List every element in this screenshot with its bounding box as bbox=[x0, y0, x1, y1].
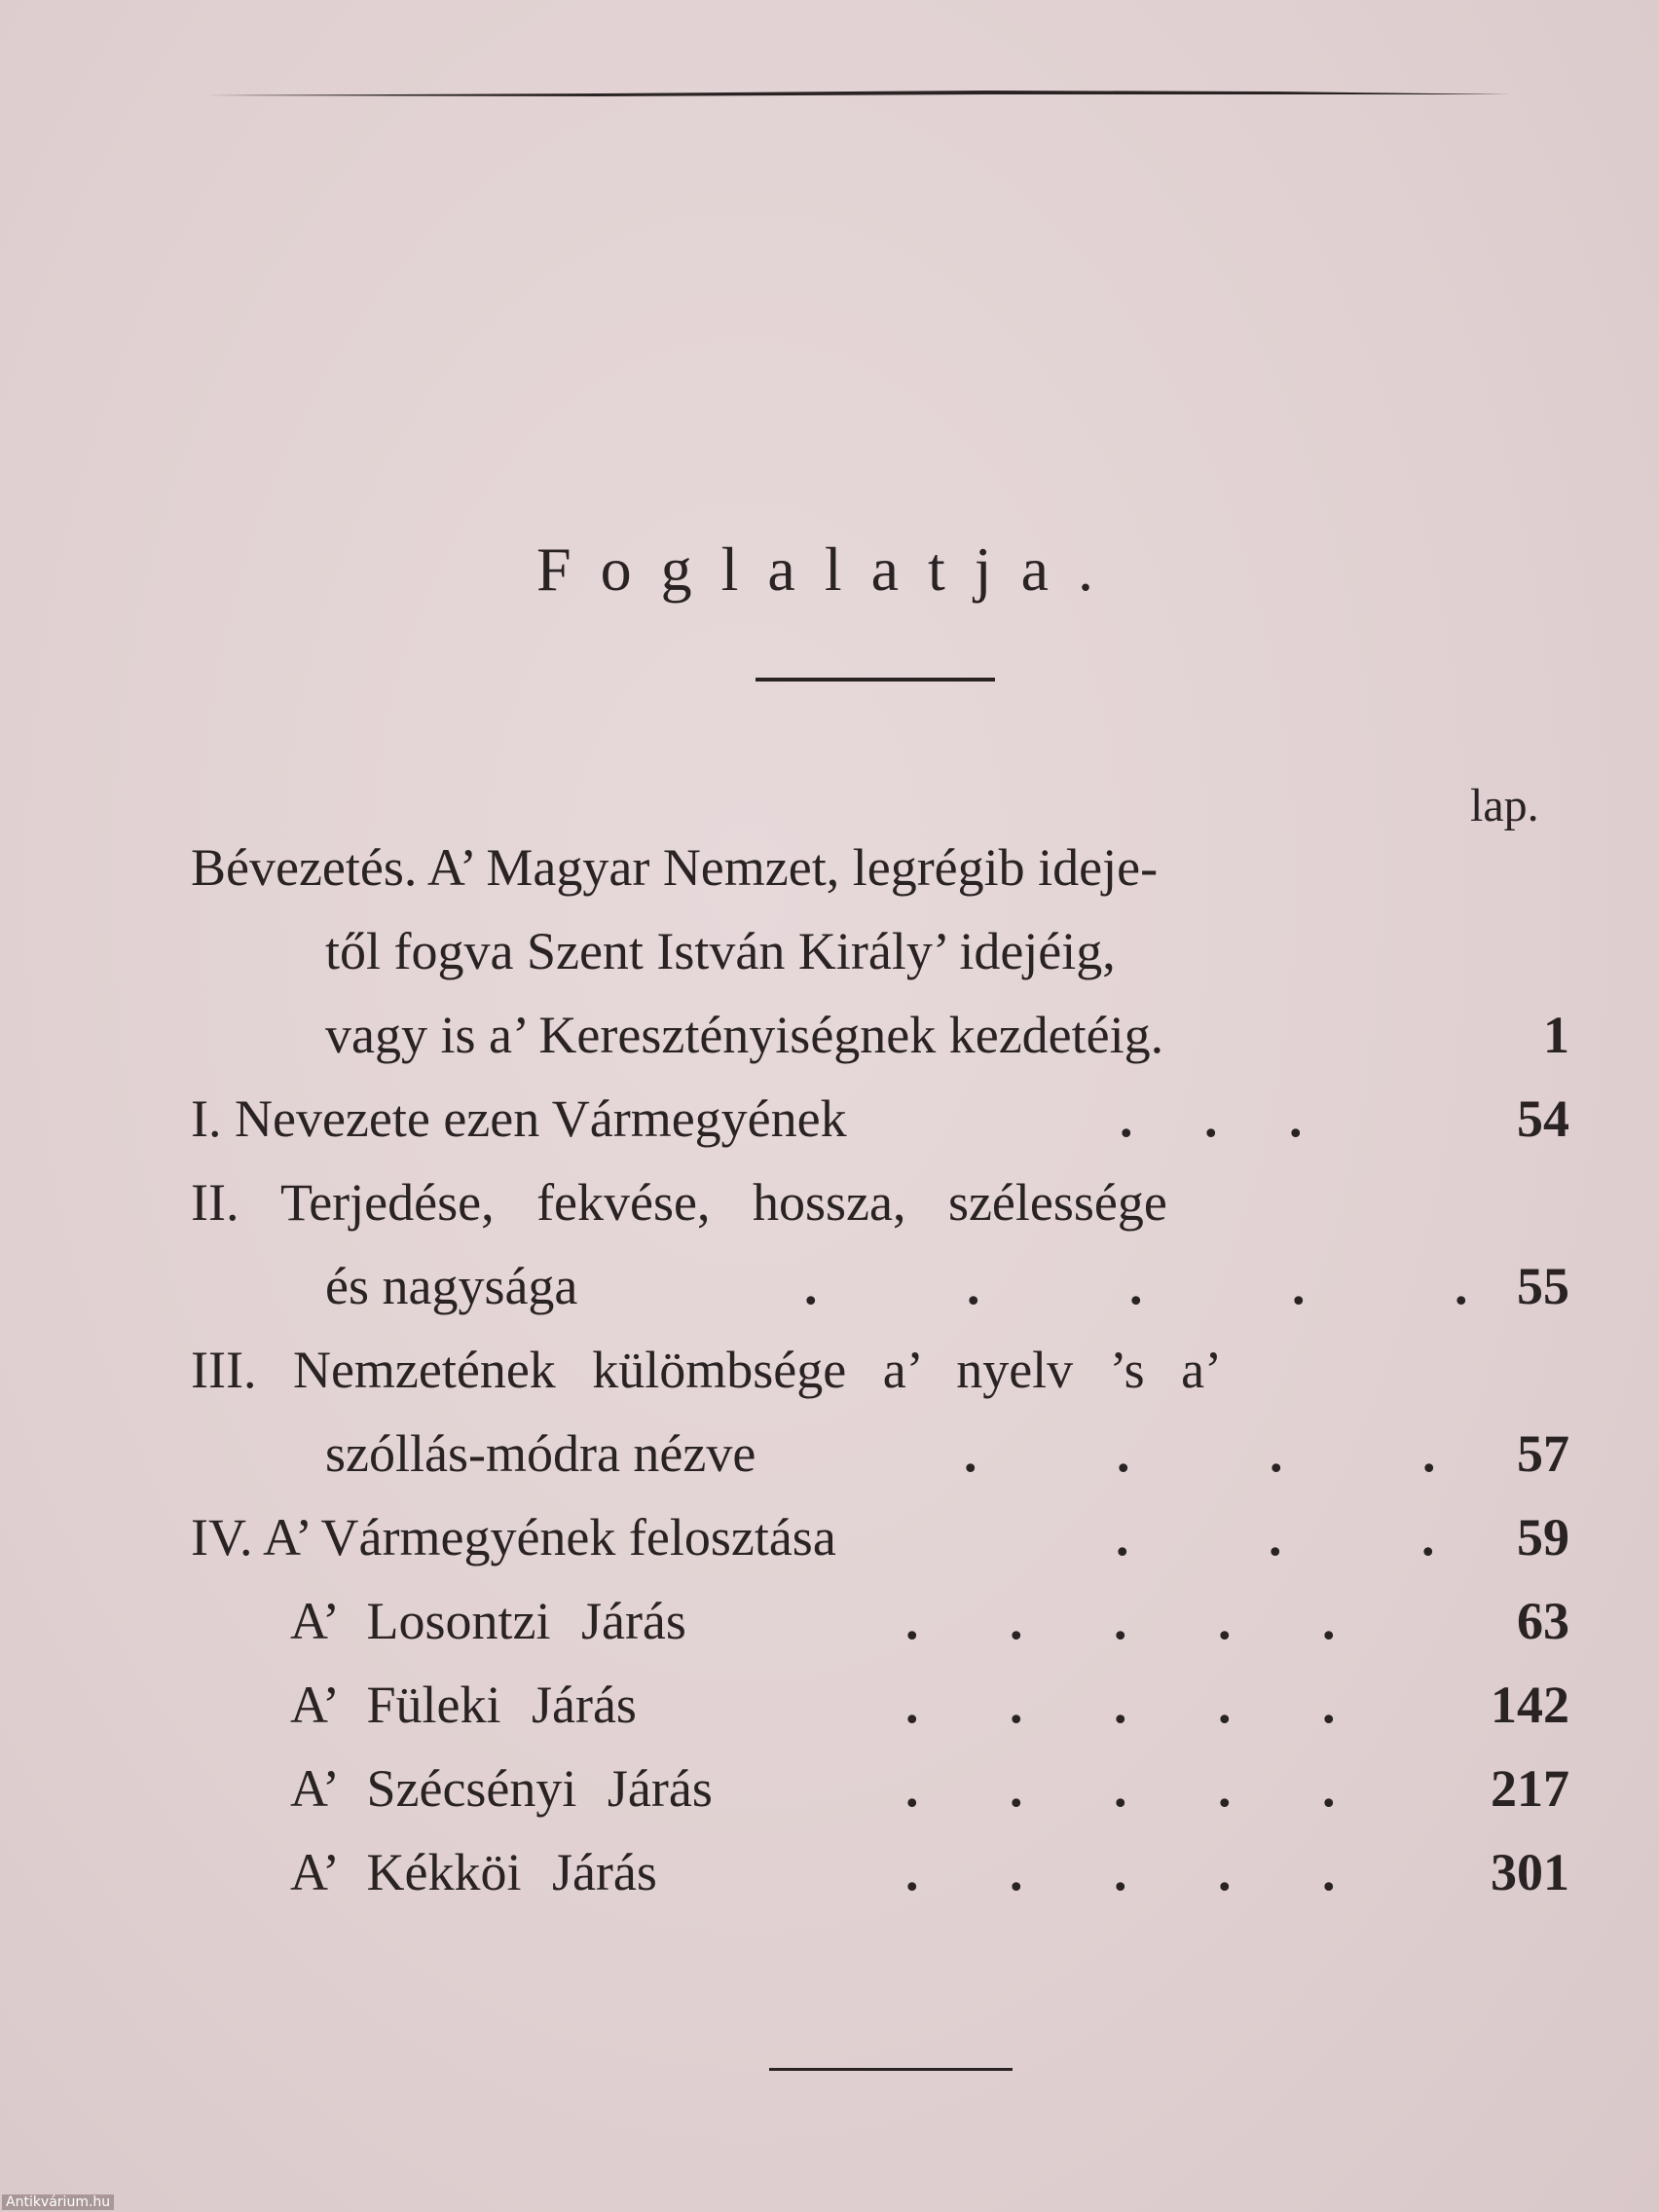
toc-entry-7-line-1: A’ Szécsényi Járás bbox=[290, 1759, 713, 1818]
toc-page-number: 57 bbox=[1517, 1424, 1569, 1483]
toc-page-number: 59 bbox=[1517, 1508, 1569, 1567]
bottom-rule bbox=[769, 2068, 1013, 2071]
toc-entry-intro-line-2: től fogva Szent István Király’ idejéig, bbox=[325, 922, 1116, 980]
toc-entry-6-line-1: A’ Füleki Járás bbox=[290, 1676, 637, 1734]
toc-entry-intro-line-1: Bévezetés. A’ Magyar Nemzet, legrégib ideje- bbox=[191, 838, 1159, 897]
leader-dots: . . . . . bbox=[905, 1676, 1336, 1734]
toc-entry-3-line-2: szóllás-módra nézve bbox=[325, 1424, 756, 1483]
toc-entry-2-line-2: és nagysága bbox=[325, 1257, 578, 1315]
top-ornamental-rule bbox=[206, 90, 1511, 99]
leader-dots: . . . . . bbox=[905, 1843, 1336, 1901]
toc-entry-5-line-1: A’ Losontzi Járás bbox=[290, 1592, 686, 1650]
toc-page-number: 63 bbox=[1517, 1592, 1569, 1650]
toc-page-number: 142 bbox=[1491, 1676, 1569, 1734]
toc-page-number: 217 bbox=[1491, 1759, 1569, 1818]
page-column-label: lap. bbox=[1470, 780, 1539, 831]
page-title: Foglalatja. bbox=[536, 535, 1123, 604]
toc-entry-intro-line-3: vagy is a’ Keresztényiségnek kezdetéig. bbox=[325, 1006, 1164, 1064]
leader-dots: . . . . . bbox=[905, 1592, 1336, 1650]
leader-dots: . . . . . bbox=[804, 1257, 1468, 1315]
toc-page-number: 55 bbox=[1517, 1257, 1569, 1315]
toc-entry-2-line-1: II. Terjedése, fekvése, hossza, szélessége bbox=[191, 1173, 1167, 1232]
toc-entry-1-line-1: I. Nevezete ezen Vármegyének bbox=[191, 1089, 847, 1148]
toc-page-number: 301 bbox=[1491, 1843, 1569, 1901]
leader-dots: . . . . bbox=[964, 1424, 1436, 1483]
leader-dots: . . . bbox=[1116, 1508, 1435, 1567]
toc-page-number: 54 bbox=[1517, 1089, 1569, 1148]
toc-page-number: 1 bbox=[1543, 1006, 1569, 1064]
leader-dots: . . . bbox=[1120, 1089, 1303, 1148]
title-underline bbox=[756, 678, 995, 682]
watermark-text: Antikvárium.hu bbox=[2, 2194, 114, 2210]
leader-dots: . . . . . bbox=[905, 1759, 1336, 1818]
toc-entry-4-line-1: IV. A’ Vármegyének felosztása bbox=[191, 1508, 836, 1567]
toc-entry-3-line-1: III. Nemzetének külömbsége a’ nyelv ’s a’ bbox=[191, 1341, 1223, 1399]
toc-entry-8-line-1: A’ Kékköi Járás bbox=[290, 1843, 657, 1901]
